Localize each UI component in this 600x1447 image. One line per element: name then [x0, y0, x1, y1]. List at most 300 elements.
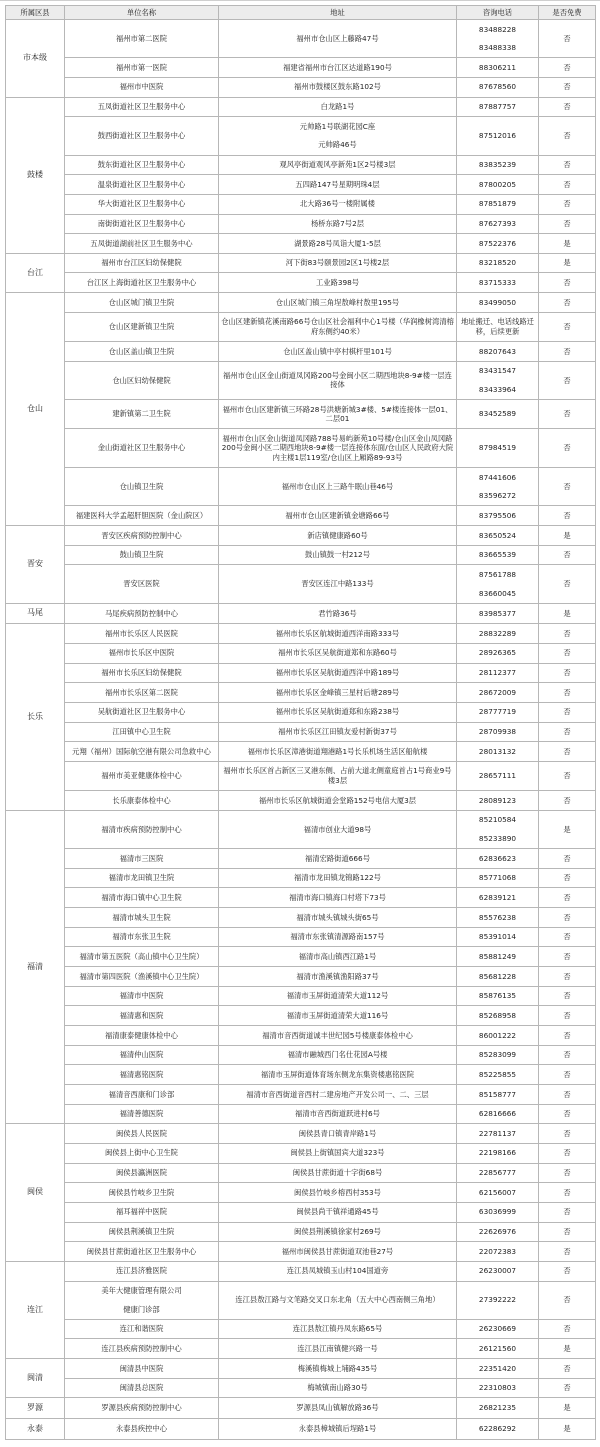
address-cell: 闽侯县青口镇青岸路1号	[219, 1124, 457, 1144]
district-cell: 仓山	[6, 293, 65, 526]
phone-cell	[457, 545, 539, 565]
unit-name-cell: 福清仲山医院	[65, 1045, 219, 1065]
unit-name-cell: 闽清县总医院	[65, 1378, 219, 1398]
unit-name-cell: 永泰县疾控中心	[65, 1419, 219, 1440]
address-cell: 福州市长乐区吴航街道郑和东路60号	[219, 643, 457, 663]
unit-name-cell: 福清音西康和门诊部	[65, 1084, 219, 1104]
phone-number: 85876135	[478, 991, 517, 1001]
table-row	[6, 1143, 596, 1163]
address-cell: 仓山区盖山镇中亭村棋杆里101号	[219, 342, 457, 362]
phone-number: 87678560	[478, 82, 517, 92]
unit-name-cell: 闽侯县上街中心卫生院	[65, 1143, 219, 1163]
phone-cell	[457, 986, 539, 1006]
free-flag-cell: 否	[539, 20, 596, 58]
table-row	[6, 1183, 596, 1203]
phone-number: 62836623	[478, 853, 517, 863]
free-flag-cell: 否	[539, 1163, 596, 1183]
address-cell: 罗源县凤山镇解放路36号	[219, 1398, 457, 1419]
phone-number: 22626976	[478, 1227, 517, 1237]
table-row	[6, 400, 596, 429]
free-flag-cell: 否	[539, 1281, 596, 1319]
phone-cell	[457, 967, 539, 987]
phone-cell	[457, 312, 539, 341]
phone-cell	[457, 1104, 539, 1124]
unit-name-cell: 温泉街道社区卫生服务中心	[65, 175, 219, 195]
phone-number: 83715333	[478, 277, 517, 287]
phone-number: 22856777	[478, 1168, 517, 1178]
district-cell: 闽侯	[6, 1124, 65, 1262]
table-row	[6, 565, 596, 603]
line-gap	[67, 1296, 216, 1305]
phone-cell	[457, 1242, 539, 1262]
phone-number: 63036999	[478, 1207, 517, 1217]
phone-cell	[457, 1183, 539, 1203]
line-gap	[459, 376, 536, 385]
address-cell: 连江县凤城镇玉山村104国道旁	[219, 1261, 457, 1281]
unit-name-cell: 闽清县中医院	[65, 1359, 219, 1379]
unit-name-cell: 福州市第二医院	[65, 20, 219, 58]
phone-number: 87512016	[478, 131, 517, 141]
unit-name-cell: 福清市疾病预防控制中心	[65, 810, 219, 848]
unit-name-cell: 福州市中医院	[65, 77, 219, 97]
free-flag-cell: 否	[539, 214, 596, 234]
free-flag-cell: 否	[539, 868, 596, 888]
unit-name-cell: 南街街道社区卫生服务中心	[65, 214, 219, 234]
phone-number: 22781137	[478, 1128, 517, 1138]
free-flag-cell: 否	[539, 643, 596, 663]
address-cell: 福州市长乐区首占新区三叉港东侧、占前大道北侧童庭首占1号商业9号楼3层	[219, 761, 457, 790]
unit-name-cell: 元翔（福州）国际航空港有限公司急救中心	[65, 742, 219, 762]
address-cell: 福州市仓山区金山街道凤冈路788号易屿新苑10号楼/仓山区金山凤冈路200号金闽小区二期西地块8-9#楼一层连接体东面/仓山区人民政府大院内主楼1层119室/仓山区上厢路89-93号	[219, 429, 457, 468]
phone-cell	[457, 1163, 539, 1183]
phone-cell	[457, 683, 539, 703]
phone-cell	[457, 175, 539, 195]
free-flag-cell: 否	[539, 77, 596, 97]
district-cell: 长乐	[6, 624, 65, 811]
address-cell: 闽侯县荆溪镇徐家村269号	[219, 1222, 457, 1242]
unit-name-cell: 鼓东街道社区卫生服务中心	[65, 155, 219, 175]
free-flag-cell: 否	[539, 400, 596, 429]
address-cell: 福州市仓山区建新镇三环路28号洪塘新城3#楼、5#楼连接体一层01、二层01	[219, 400, 457, 429]
phone-cell	[457, 663, 539, 683]
phone-cell	[457, 1045, 539, 1065]
free-flag-cell: 否	[539, 312, 596, 341]
unit-name-cell: 福州市长乐区第二医院	[65, 683, 219, 703]
table-row	[6, 1419, 596, 1440]
free-flag-cell: 否	[539, 1084, 596, 1104]
table-row	[6, 1222, 596, 1242]
table-row	[6, 791, 596, 811]
unit-name-cell: 建新镇第二卫生院	[65, 400, 219, 429]
address-cell	[219, 117, 457, 155]
address-cell: 连江县江南镇健兴路一号	[219, 1339, 457, 1359]
address-cell: 福州市长乐区航城街道西洋南路333号	[219, 624, 457, 644]
table-row	[6, 361, 596, 399]
address-cell: 湖景路28号凤诣大厦1-5层	[219, 234, 457, 254]
address-cell: 闽侯县尚干镇祥通路45号	[219, 1202, 457, 1222]
unit-name-cell: 金山街道社区卫生服务中心	[65, 429, 219, 468]
table-row	[6, 702, 596, 722]
phone-number: 83488338	[478, 43, 517, 53]
column-header-phone: 咨询电话	[457, 6, 539, 20]
address-cell: 福州市长乐区吴航街道西洋中路189号	[219, 663, 457, 683]
line-gap	[459, 34, 536, 43]
unit-name-cell: 闽侯县甘蔗街道社区卫生服务中心	[65, 1242, 219, 1262]
table-row	[6, 293, 596, 313]
table-row	[6, 1319, 596, 1339]
free-flag-cell: 否	[539, 1378, 596, 1398]
address-cell: 仓山区城门镇三角埕敖峰村敖里195号	[219, 293, 457, 313]
table-row	[6, 214, 596, 234]
district-cell: 晋安	[6, 526, 65, 604]
address-cell: 福州市长乐区江田镇友爱村新街37号	[219, 722, 457, 742]
phone-number: 85268958	[478, 1010, 517, 1020]
phone-cell	[457, 947, 539, 967]
phone-cell	[457, 1339, 539, 1359]
free-flag-cell: 否	[539, 273, 596, 293]
phone-cell	[457, 810, 539, 848]
table-row	[6, 849, 596, 869]
address-cell: 仓山区建新镇花溪南路66号仓山区社会福利中心1号楼（华润橡树湾清榕府东侧约40米）	[219, 312, 457, 341]
address-cell: 观风亭街道观风亭新苑1区2号楼3层	[219, 155, 457, 175]
free-flag-cell: 否	[539, 117, 596, 155]
phone-number: 28657111	[478, 771, 517, 781]
unit-name-cell: 福耳福祥中医院	[65, 1202, 219, 1222]
phone-cell	[457, 77, 539, 97]
phone-number: 83218520	[478, 258, 517, 268]
unit-name-cell	[65, 1281, 219, 1319]
free-flag-cell: 否	[539, 791, 596, 811]
free-flag-cell: 否	[539, 849, 596, 869]
phone-cell	[457, 234, 539, 254]
table-row	[6, 175, 596, 195]
table-row	[6, 722, 596, 742]
phone-cell	[457, 342, 539, 362]
phone-cell	[457, 1319, 539, 1339]
unit-name-cell: 福清市三医院	[65, 849, 219, 869]
unit-name-cell: 福州市美亚健康体检中心	[65, 761, 219, 790]
district-cell: 罗源	[6, 1398, 65, 1419]
phone-cell	[457, 742, 539, 762]
unit-name-cell: 鼓西街道社区卫生服务中心	[65, 117, 219, 155]
table-row	[6, 742, 596, 762]
table-row	[6, 429, 596, 468]
table-row	[6, 868, 596, 888]
phone-cell	[457, 1084, 539, 1104]
phone-number: 27392222	[478, 1295, 517, 1305]
phone-number: 83650524	[478, 530, 517, 540]
column-header-address: 地址	[219, 6, 457, 20]
address-cell: 福州市鼓楼区鼓东路102号	[219, 77, 457, 97]
address-line: 元帅路46号	[318, 140, 357, 150]
phone-number: 62816666	[478, 1109, 517, 1119]
phone-number: 86001222	[478, 1030, 517, 1040]
phone-cell	[457, 1281, 539, 1319]
unit-name-cell: 闽侯县荆溪镇卫生院	[65, 1222, 219, 1242]
table-header-row	[6, 6, 596, 20]
phone-cell	[457, 506, 539, 526]
phone-number: 88207643	[478, 346, 517, 356]
free-flag-cell: 否	[539, 194, 596, 214]
phone-cell	[457, 361, 539, 399]
unit-name-cell: 福清市海口镇中心卫生院	[65, 888, 219, 908]
address-cell: 福清宏路街道666号	[219, 849, 457, 869]
table-row	[6, 1084, 596, 1104]
phone-number: 85771068	[478, 873, 517, 883]
free-flag-cell: 是	[539, 234, 596, 254]
free-flag-cell: 否	[539, 175, 596, 195]
address-cell: 福州市闽侯县甘蔗街道双池巷27号	[219, 1242, 457, 1262]
table-row	[6, 947, 596, 967]
free-flag-cell: 是	[539, 603, 596, 624]
unit-name-cell: 罗源县疾病预防控制中心	[65, 1398, 219, 1419]
phone-number: 22351420	[478, 1363, 517, 1373]
unit-name-cell: 福清善德医院	[65, 1104, 219, 1124]
phone-cell	[457, 155, 539, 175]
table-row	[6, 1026, 596, 1046]
phone-number: 28112377	[478, 668, 517, 678]
table-row	[6, 117, 596, 155]
address-cell: 鼓山镇鼓一村212号	[219, 545, 457, 565]
address-cell: 河下街83号颐景园2区1号楼2层	[219, 253, 457, 273]
unit-name-cell: 连江县疾病预防控制中心	[65, 1339, 219, 1359]
free-flag-cell: 否	[539, 1261, 596, 1281]
phone-number: 28926365	[478, 648, 517, 658]
phone-number: 87887757	[478, 102, 517, 112]
free-flag-cell: 否	[539, 1183, 596, 1203]
address-cell: 福州市仓山区上藤路47号	[219, 20, 457, 58]
phone-number: 87522376	[478, 238, 517, 248]
table-row	[6, 908, 596, 928]
column-header-district: 所属区县	[6, 6, 65, 20]
unit-name-cell: 晋安区疾病预防控制中心	[65, 526, 219, 546]
address-cell: 闽侯县竹岐乡榕西村353号	[219, 1183, 457, 1203]
free-flag-cell: 否	[539, 927, 596, 947]
phone-number: 83431547	[478, 366, 517, 376]
phone-cell	[457, 429, 539, 468]
table-row	[6, 1006, 596, 1026]
table-row	[6, 1045, 596, 1065]
phone-number: 22310803	[478, 1383, 517, 1393]
phone-cell	[457, 868, 539, 888]
free-flag-cell: 是	[539, 1419, 596, 1440]
unit-name-cell: 江田镇中心卫生院	[65, 722, 219, 742]
phone-number: 87800205	[478, 179, 517, 189]
phone-cell	[457, 1222, 539, 1242]
phone-number: 28672009	[478, 687, 517, 697]
table-row	[6, 58, 596, 78]
institution-table	[5, 5, 596, 1440]
unit-name-cell: 闽侯县人民医院	[65, 1124, 219, 1144]
address-cell: 福州市长乐区吴航街道郑和东路238号	[219, 702, 457, 722]
address-cell: 福清市玉屏街道体育场东侧龙东集资楼惠铭医院	[219, 1065, 457, 1085]
free-flag-cell: 否	[539, 97, 596, 117]
address-cell: 福清市音西街道音西村二建房地产开发公司一、二、三层	[219, 1084, 457, 1104]
phone-number: 85283099	[478, 1050, 517, 1060]
unit-name-cell: 仓山区盖山镇卫生院	[65, 342, 219, 362]
column-header-unit: 单位名称	[65, 6, 219, 20]
phone-cell	[457, 624, 539, 644]
table-row	[6, 545, 596, 565]
free-flag-cell: 否	[539, 155, 596, 175]
free-flag-cell: 否	[539, 1065, 596, 1085]
unit-name-cell: 闽侯县竹岐乡卫生院	[65, 1183, 219, 1203]
address-cell: 新店镇健康路60号	[219, 526, 457, 546]
phone-cell	[457, 273, 539, 293]
phone-cell	[457, 1065, 539, 1085]
free-flag-cell: 否	[539, 908, 596, 928]
free-flag-cell: 是	[539, 253, 596, 273]
phone-number: 28777719	[478, 707, 517, 717]
address-cell: 梅城镇南山路30号	[219, 1378, 457, 1398]
address-cell: 福州市仓山区上三路牛眠山巷46号	[219, 468, 457, 506]
free-flag-cell: 否	[539, 429, 596, 468]
phone-number: 83499050	[478, 297, 517, 307]
phone-cell	[457, 253, 539, 273]
table-row	[6, 312, 596, 341]
line-gap	[459, 825, 536, 834]
unit-name-cell: 连江县济雅医院	[65, 1261, 219, 1281]
unit-name-cell: 仓山区建新镇卫生院	[65, 312, 219, 341]
district-cell: 台江	[6, 253, 65, 292]
phone-number: 28832289	[478, 628, 517, 638]
address-cell: 北大路36号一楼附属楼	[219, 194, 457, 214]
free-flag-cell: 否	[539, 742, 596, 762]
unit-name-cell: 闽侯县瀛洲医院	[65, 1163, 219, 1183]
unit-name-cell: 五凤街道湖前社区卫生服务中心	[65, 234, 219, 254]
unit-name-cell: 连江和谐医院	[65, 1319, 219, 1339]
unit-name-cell: 福州市长乐区妇幼保健院	[65, 663, 219, 683]
phone-number: 85158777	[478, 1089, 517, 1099]
phone-cell	[457, 1378, 539, 1398]
phone-number: 85391014	[478, 932, 517, 942]
address-cell: 君竹路36号	[219, 603, 457, 624]
phone-cell	[457, 1202, 539, 1222]
phone-number: 28709938	[478, 727, 517, 737]
phone-cell	[457, 20, 539, 58]
phone-cell	[457, 849, 539, 869]
address-cell: 连江县敖江镇丹凤东路65号	[219, 1319, 457, 1339]
unit-name-cell: 福清市第四医院（渔溪镇中心卫生院）	[65, 967, 219, 987]
district-cell: 闽清	[6, 1359, 65, 1398]
free-flag-cell: 否	[539, 683, 596, 703]
phone-number: 88306211	[478, 62, 517, 72]
table-row	[6, 888, 596, 908]
phone-number: 26121560	[478, 1344, 517, 1353]
address-cell: 福清市创业大道98号	[219, 810, 457, 848]
free-flag-cell: 否	[539, 1045, 596, 1065]
phone-number: 83795506	[478, 510, 517, 520]
phone-number: 28089123	[478, 795, 517, 805]
address-cell: 永泰县樟城镇后埕路1号	[219, 1419, 457, 1440]
free-flag-cell: 是	[539, 1398, 596, 1419]
phone-number: 22198166	[478, 1148, 517, 1158]
address-cell: 闽侯县上街镇国宾大道323号	[219, 1143, 457, 1163]
free-flag-cell: 否	[539, 58, 596, 78]
table-row	[6, 273, 596, 293]
address-cell: 福清市玉屏街道清荣大道116号	[219, 1006, 457, 1026]
free-flag-cell: 否	[539, 342, 596, 362]
table-row	[6, 1339, 596, 1359]
table-row	[6, 603, 596, 624]
phone-number: 85576238	[478, 912, 517, 922]
phone-number: 22072383	[478, 1246, 517, 1256]
address-cell: 连江县敖江路与文笔路交叉口东北角（五大中心西南侧三角地）	[219, 1281, 457, 1319]
unit-name-cell: 马尾疾病预防控制中心	[65, 603, 219, 624]
phone-number: 地址搬迁、电话线路迁移，后续更新	[461, 317, 534, 336]
unit-name-cell: 福建医科大学孟超肝胆医院（金山院区）	[65, 506, 219, 526]
unit-name-cell: 福清康泰健康体检中心	[65, 1026, 219, 1046]
phone-cell	[457, 908, 539, 928]
free-flag-cell: 是	[539, 810, 596, 848]
unit-name-cell: 晋安区医院	[65, 565, 219, 603]
address-cell: 福清市渔溪镇渔阳路37号	[219, 967, 457, 987]
table-row	[6, 1398, 596, 1419]
phone-cell	[457, 97, 539, 117]
district-cell: 永泰	[6, 1419, 65, 1440]
phone-number: 62839121	[478, 892, 517, 902]
unit-name-cell: 福清市城头卫生院	[65, 908, 219, 928]
phone-cell	[457, 643, 539, 663]
address-cell: 福清市音西街道跃进村6号	[219, 1104, 457, 1124]
phone-cell	[457, 117, 539, 155]
free-flag-cell: 否	[539, 702, 596, 722]
free-flag-cell: 否	[539, 293, 596, 313]
phone-cell	[457, 722, 539, 742]
address-cell: 福清市玉屏街道清荣大道112号	[219, 986, 457, 1006]
free-flag-cell: 否	[539, 506, 596, 526]
unit-name-cell: 福清惠和医院	[65, 1006, 219, 1026]
address-line: 元帅路1号联湖花园C座	[299, 121, 376, 131]
free-flag-cell: 否	[539, 1104, 596, 1124]
phone-cell	[457, 400, 539, 429]
phone-number: 83596272	[478, 491, 517, 501]
table-row	[6, 1378, 596, 1398]
unit-name-cell: 福清惠铭医院	[65, 1065, 219, 1085]
unit-name-cell: 仓山镇卫生院	[65, 468, 219, 506]
phone-number: 85681228	[478, 971, 517, 981]
phone-cell	[457, 927, 539, 947]
phone-cell	[457, 761, 539, 790]
free-flag-cell: 否	[539, 545, 596, 565]
phone-number: 87441606	[478, 472, 517, 482]
free-flag-cell: 否	[539, 947, 596, 967]
unit-name-cell: 福州市第一医院	[65, 58, 219, 78]
table-row	[6, 1065, 596, 1085]
free-flag-cell: 否	[539, 1124, 596, 1144]
phone-cell	[457, 1143, 539, 1163]
address-cell: 福州市长乐区航城街道会堂路152号电信大厦3层	[219, 791, 457, 811]
phone-number: 83660045	[478, 588, 517, 598]
line-gap	[459, 482, 536, 491]
phone-number: 85233890	[478, 833, 517, 843]
phone-cell	[457, 791, 539, 811]
table-row	[6, 155, 596, 175]
free-flag-cell: 否	[539, 761, 596, 790]
free-flag-cell: 否	[539, 1026, 596, 1046]
address-cell: 福州市长乐区漳港街道翔港路1号长乐机场生活区船航楼	[219, 742, 457, 762]
phone-cell	[457, 565, 539, 603]
unit-name-cell: 福清市第五医院（高山镇中心卫生院）	[65, 947, 219, 967]
table-row	[6, 253, 596, 273]
unit-name-cell: 福清市东张卫生院	[65, 927, 219, 947]
address-cell: 杨桥东路7号2层	[219, 214, 457, 234]
phone-cell	[457, 702, 539, 722]
table-row	[6, 342, 596, 362]
phone-cell	[457, 1026, 539, 1046]
table-row	[6, 1202, 596, 1222]
free-flag-cell: 否	[539, 1319, 596, 1339]
